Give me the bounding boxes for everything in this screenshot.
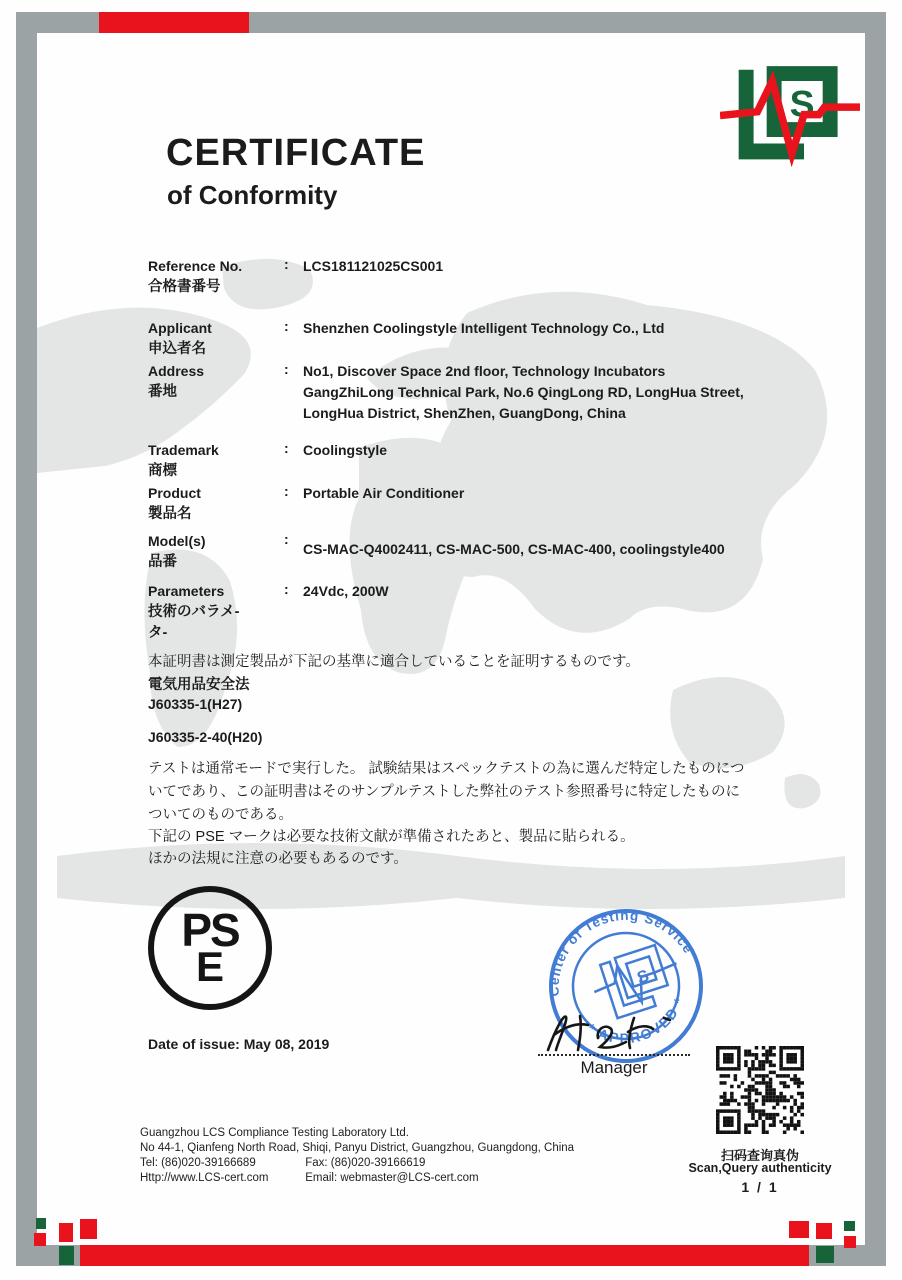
stamp-logo-letter: S [634, 966, 652, 988]
trademark-label: Trademark 商標 [148, 442, 219, 479]
top-red-accent [99, 12, 249, 33]
parameters-label: Parameters 技術のバラメ- タ- [148, 583, 240, 641]
colon: : [284, 483, 289, 499]
models-label: Model(s) 品番 [148, 533, 206, 570]
colon: : [284, 581, 289, 597]
footer-address: No 44-1, Qianfeng North Road, Shiqi, Panyu District, Guangzhou, Guangdong, China [140, 1142, 575, 1154]
stamp-arc-top: Center of Testing Service [546, 907, 697, 997]
note-line: 下記の PSE マークは必要な技術文献が準備されたあと、製品に貼られる。 [148, 829, 635, 845]
trademark-value: Coolingstyle [303, 442, 388, 458]
note-line: テストは通常モードで実行した。 試験結果はスペックテストの為に選んだ特定したものにつ [148, 761, 745, 777]
deco-square [36, 1218, 46, 1229]
footer-tel: Tel: (86)020-39166689 [140, 1157, 256, 1169]
note-line: ほかの法規に注意の必要もあるのです。 [148, 851, 408, 867]
bottom-right-green-square [816, 1246, 834, 1263]
deco-square [34, 1233, 46, 1246]
pse-e: E [195, 943, 224, 990]
deco-square [59, 1223, 73, 1242]
colon: : [284, 440, 289, 456]
page-subtitle: of Conformity [167, 180, 338, 210]
deco-square [80, 1219, 97, 1239]
qr-caption-en: Scan,Query authenticity [688, 1161, 832, 1175]
signature [540, 1006, 700, 1056]
statement-intro: 本証明書は測定製品が下記の基準に適合していることを証明するものです。 [148, 654, 640, 670]
address-value: No1, Discover Space 2nd floor, Technology Incubators GangZhiLong Technical Park, No.6 QingLong RD, LongHua Street, LongHua District, ShenZhen, GuangDong, China [303, 363, 744, 421]
signature-line [538, 1054, 690, 1056]
note-line: いてであり、この証明書はそのサンプルテストした弊社のテスト参照番号に特定したものに [148, 784, 741, 800]
colon: : [284, 361, 289, 377]
reference-label: Reference No. 合格書番号 [148, 258, 243, 295]
deco-square [844, 1236, 856, 1248]
colon: : [284, 318, 289, 334]
footer-website: Http://www.LCS-cert.com [140, 1172, 269, 1184]
date-of-issue: Date of issue: May 08, 2019 [148, 1036, 330, 1052]
reference-value: LCS181121025CS001 [303, 258, 444, 274]
standard-1: J60335-1(H27) [148, 696, 243, 712]
page-title: CERTIFICATE [166, 132, 426, 174]
bottom-red-bar [80, 1245, 809, 1266]
bottom-left-green-square [59, 1246, 74, 1265]
lcs-logo [720, 62, 860, 170]
logo-letter: S [789, 82, 815, 125]
signatory-role: Manager [580, 1058, 648, 1077]
standard-2: J60335-2-40(H20) [148, 729, 263, 745]
colon: : [284, 531, 289, 547]
footer [140, 1126, 574, 1186]
footer-company: Guangzhou LCS Compliance Testing Laboratory Ltd. [140, 1127, 409, 1139]
footer-email: Email: webmaster@LCS-cert.com [305, 1172, 479, 1184]
models-value: CS-MAC-Q4002411, CS-MAC-500, CS-MAC-400, coolingstyle400 [303, 541, 725, 557]
footer-fax: Fax: (86)020-39166619 [305, 1157, 426, 1169]
pse-mark [148, 886, 272, 1010]
product-value: Portable Air Conditioner [303, 485, 465, 501]
parameters-value: 24Vdc, 200W [303, 583, 389, 599]
applicant-label: Applicant 申込者名 [148, 320, 212, 357]
page-indicator: 1 / 1 [741, 1179, 779, 1195]
product-label: Product 製品名 [148, 485, 201, 522]
deco-square [789, 1221, 809, 1238]
colon: : [284, 256, 289, 272]
stamp-arc-bottom: * APPROVED * [584, 994, 688, 1047]
applicant-value: Shenzhen Coolingstyle Intelligent Technology Co., Ltd [303, 320, 665, 336]
note-line: ついてのものである。 [148, 807, 293, 823]
pse-ps: PS [181, 904, 239, 956]
address-label: Address 番地 [148, 363, 205, 400]
deco-square [844, 1221, 855, 1231]
qr-code [716, 1046, 804, 1134]
statement-law: 電気用品安全法 [148, 677, 250, 693]
deco-square [816, 1223, 832, 1239]
qr-caption-cn: 扫码查询真伪 [720, 1148, 799, 1163]
